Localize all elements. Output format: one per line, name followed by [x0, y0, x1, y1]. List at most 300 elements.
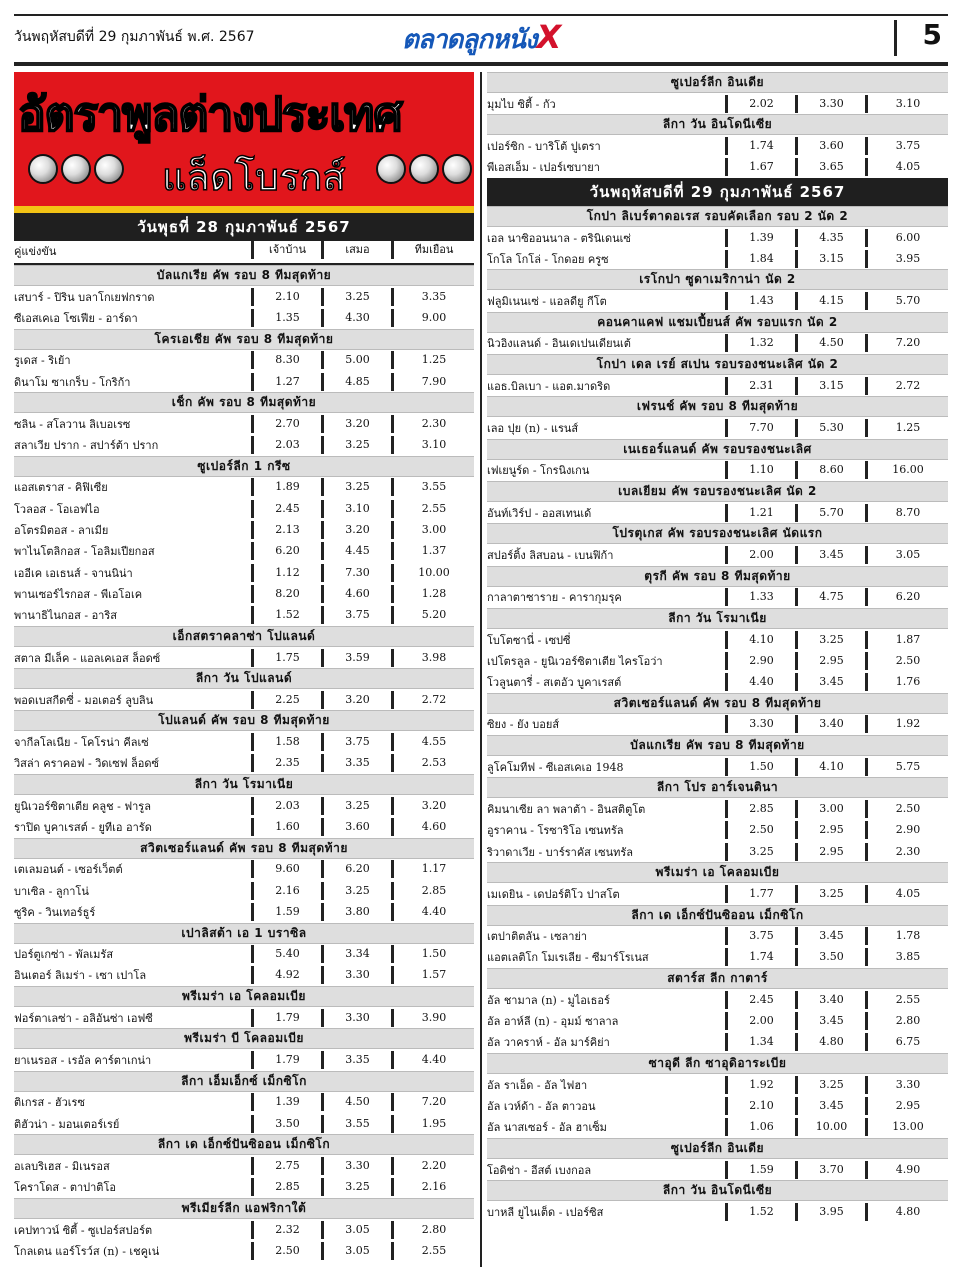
- home-odds: 9.60: [251, 860, 321, 878]
- match-name: อัล นาสเซอร์ - อัล ฮาเซ็ม: [487, 1121, 607, 1135]
- match-row: [14, 413, 474, 434]
- away-odds: 1.50: [391, 945, 474, 963]
- match-row: [14, 477, 474, 498]
- match-row: [487, 333, 948, 354]
- match-name: โกลเดน แอร์โรว์ส (n) - เชคูเน่: [14, 1244, 160, 1258]
- away-odds: 1.37: [391, 542, 474, 560]
- home-odds: 1.59: [251, 903, 321, 921]
- match-name: อัล ราเอ็ด - อัล ไฟฮา: [487, 1078, 588, 1092]
- match-name: ฟอร์ตาเลซ่า - อลิอันซ่า เอฟซี: [14, 1011, 153, 1025]
- away-odds: 2.50: [865, 652, 948, 670]
- away-odds: 7.90: [391, 373, 474, 391]
- draw-odds: 3.35: [321, 1051, 391, 1069]
- draw-odds: 2.95: [795, 843, 865, 861]
- draw-odds: 3.25: [795, 885, 865, 903]
- match-name: แอตเลติโก โมเรเลีย - ซีมาร์โรเนส: [487, 951, 649, 965]
- home-odds: 1.27: [251, 373, 321, 391]
- away-odds: 1.92: [865, 715, 948, 733]
- away-odds: 3.75: [865, 137, 948, 155]
- draw-odds: 3.30: [321, 1157, 391, 1175]
- draw-odds: 4.50: [321, 1093, 391, 1111]
- match-row: [14, 498, 474, 519]
- col-match: คู่แข่งขัน: [14, 245, 57, 258]
- home-odds: 1.74: [725, 137, 795, 155]
- match-name: อัล ชามาล (n) - มูไอเธอร์: [487, 993, 610, 1007]
- match-name: เตปาติตลัน - เซลาย่า: [487, 930, 588, 944]
- league-header: เช็ก คัพ รอบ 8 ทีมสุดท้าย: [14, 392, 474, 413]
- match-row: [487, 714, 948, 735]
- league-header: ซูเปอร์ลีก อินเดีย: [487, 1138, 948, 1159]
- match-name: เฟเยนูร์ด - โกรนิงเกน: [487, 464, 590, 478]
- match-name: ฟลูมิเนนเซ่ - แอลดียู กีโต: [487, 295, 607, 309]
- away-odds: 2.55: [391, 1242, 474, 1260]
- away-odds: 3.90: [391, 1009, 474, 1027]
- match-row: [487, 1074, 948, 1095]
- logo-x: X: [536, 18, 561, 56]
- football-icon: [376, 154, 406, 184]
- away-odds: 3.00: [391, 521, 474, 539]
- league-header: ลีกา วัน โปแลนด์: [14, 668, 474, 689]
- away-odds: 1.87: [865, 631, 948, 649]
- match-row: [14, 647, 474, 668]
- match-row: [487, 989, 948, 1010]
- match-name: ริวาดาเวีย - บาร์ราคัส เซนทรัล: [487, 845, 634, 859]
- away-odds: 2.90: [865, 821, 948, 839]
- home-odds: 2.25: [251, 691, 321, 709]
- match-name: ยาเนรอส - เรอัล คาร์ตาเกน่า: [14, 1054, 152, 1068]
- away-odds: 3.10: [391, 436, 474, 454]
- match-name: ยูนิเวอร์ซิตาเตีย คลูช - ฟารูล: [14, 799, 151, 813]
- draw-odds: 3.45: [795, 927, 865, 945]
- home-odds: 1.67: [725, 158, 795, 176]
- banner-title: อัตราพูลต่างประเทศ: [18, 87, 402, 141]
- away-odds: 2.20: [391, 1157, 474, 1175]
- draw-odds: 4.80: [795, 1033, 865, 1051]
- home-odds: 2.16: [251, 882, 321, 900]
- league-header: โปรตุเกส คัพ รอบรองชนะเลิศ นัดแรก: [487, 523, 948, 544]
- league-header: เนเธอร์แลนด์ คัพ รอบรองชนะเลิศ: [487, 439, 948, 460]
- league-header: คอนคาแคฟ แชมเปี้ยนส์ คัพ รอบแรก นัด 2: [487, 312, 948, 333]
- home-odds: 1.33: [725, 588, 795, 606]
- league-header: ซาอุดี ลีก ซาอุดิอาระเบีย: [487, 1053, 948, 1074]
- league-header: โกปา ลิเบร์ตาดอเรส รอบคัดเลือก รอบ 2 นัด 2: [487, 206, 948, 227]
- match-name: ปอร์ตูเกซ่า - พัลเมรัส: [14, 948, 114, 962]
- away-odds: 2.80: [391, 1221, 474, 1239]
- league-header: เปาลิสต้า เอ 1 บราซิล: [14, 923, 474, 944]
- match-row: [14, 795, 474, 816]
- match-row: [487, 135, 948, 156]
- football-icon: [409, 154, 439, 184]
- home-odds: 1.32: [725, 334, 795, 352]
- match-row: [14, 731, 474, 752]
- match-row: [14, 434, 474, 455]
- match-name: โบโตซานี่ - เซปซี่: [487, 633, 571, 647]
- match-row: [487, 1095, 948, 1116]
- match-row: [14, 1219, 474, 1240]
- league-header: ลีกา โปร อาร์เจนตินา: [487, 777, 948, 798]
- away-odds: 2.55: [865, 991, 948, 1009]
- page-number: 5: [922, 18, 942, 51]
- draw-odds: 3.80: [321, 903, 391, 921]
- league-header: ลีกา วัน โรมาเนีย: [487, 608, 948, 629]
- match-row: [14, 519, 474, 540]
- match-name: เออีเค เอเธนส์ - จานนิน่า: [14, 566, 133, 580]
- away-odds: 4.55: [391, 733, 474, 751]
- match-name: เมเดยิน - เดปอร์ติโว ปาสโต: [487, 887, 620, 901]
- draw-odds: 4.35: [795, 229, 865, 247]
- away-odds: 1.28: [391, 585, 474, 603]
- match-row: [14, 689, 474, 710]
- match-row: [487, 1201, 948, 1222]
- draw-odds: 3.40: [795, 715, 865, 733]
- match-row: [487, 248, 948, 269]
- match-row: [14, 583, 474, 604]
- right-odds-table-a: [487, 72, 948, 178]
- match-row: [14, 1113, 474, 1134]
- draw-odds: 3.60: [321, 818, 391, 836]
- match-name: ดินาโม ซาเกร็บ - โกริก้า: [14, 375, 131, 389]
- away-odds: 5.20: [391, 606, 474, 624]
- match-row: [487, 798, 948, 819]
- match-row: [14, 1177, 474, 1198]
- home-odds: 4.92: [251, 966, 321, 984]
- home-odds: 2.31: [725, 377, 795, 395]
- draw-odds: 8.60: [795, 461, 865, 479]
- match-row: [487, 883, 948, 904]
- away-odds: 3.35: [391, 288, 474, 306]
- home-odds: 2.03: [251, 797, 321, 815]
- away-odds: 1.78: [865, 927, 948, 945]
- league-header: พรีเมร่า บี โคลอมเบีย: [14, 1028, 474, 1049]
- home-odds: 2.32: [251, 1221, 321, 1239]
- league-header: พรีเมร่า เอ โคลอมเบีย: [14, 986, 474, 1007]
- home-odds: 1.06: [725, 1118, 795, 1136]
- home-odds: 3.30: [725, 715, 795, 733]
- home-odds: 2.13: [251, 521, 321, 539]
- away-odds: 1.25: [865, 419, 948, 437]
- league-header: ลีกา เด เอ็กซ์ปันซิออน เม็กซิโก: [487, 905, 948, 926]
- football-icon: [94, 154, 124, 184]
- draw-odds: 3.70: [795, 1161, 865, 1179]
- match-row: [14, 901, 474, 922]
- draw-odds: 2.95: [795, 652, 865, 670]
- home-odds: 8.30: [251, 351, 321, 369]
- match-name: ลูโคโมทีฟ - ซีเอสเคเอ 1948: [487, 760, 624, 774]
- away-odds: 6.75: [865, 1033, 948, 1051]
- match-name: แอสเตราส - คิฟิเซีย: [14, 481, 108, 495]
- match-row: [14, 562, 474, 583]
- home-odds: 2.85: [725, 800, 795, 818]
- away-odds: 16.00: [865, 461, 948, 479]
- home-odds: 1.59: [725, 1161, 795, 1179]
- issue-date: วันพฤหัสบดีที่ 29 กุมภาพันธ์ พ.ศ. 2567: [14, 29, 255, 45]
- home-odds: 2.35: [251, 754, 321, 772]
- draw-odds: 4.30: [321, 309, 391, 327]
- match-name: เตเลมอนต์ - เซอร์เว็ตต์: [14, 863, 123, 877]
- draw-odds: 3.05: [321, 1242, 391, 1260]
- match-row: [487, 375, 948, 396]
- match-name: พอดเบสกีดซี่ - มอเตอร์ ลูบลิน: [14, 693, 154, 707]
- match-row: [487, 544, 948, 565]
- football-icons-right: [376, 154, 472, 184]
- draw-odds: 4.15: [795, 292, 865, 310]
- home-odds: 1.12: [251, 564, 321, 582]
- home-odds: 5.40: [251, 945, 321, 963]
- home-odds: 1.74: [725, 948, 795, 966]
- match-name: โวลอส - โอเอฟไอ: [14, 502, 100, 516]
- match-row: [14, 965, 474, 986]
- league-header: ซูเปอร์ลีก 1 กรีซ: [14, 456, 474, 477]
- match-name: จากีลโลเนีย - โคโรน่า คีลเซ่: [14, 736, 149, 750]
- match-name: อินเตอร์ ลิเมร่า - เซา เปาโล: [14, 969, 147, 983]
- match-name: โกโล โกโล่ - โกดอย ครูซ: [487, 252, 609, 266]
- league-header: โกปา เดล เรย์ สเปน รอบรองชนะเลิศ นัด 2: [487, 354, 948, 375]
- match-name: อัล เวห์ด้า - อัล ตาวอน: [487, 1099, 596, 1113]
- match-name: พานเซอร์ไรกอส - พีเอโอเค: [14, 587, 143, 601]
- away-odds: 2.30: [391, 415, 474, 433]
- match-row: [487, 587, 948, 608]
- home-odds: 1.79: [251, 1009, 321, 1027]
- match-name: นิวอิงแลนด์ - อินเดเปนเดียนเต้: [487, 337, 631, 351]
- home-odds: 2.85: [251, 1178, 321, 1196]
- away-odds: 1.17: [391, 860, 474, 878]
- away-odds: 2.72: [391, 691, 474, 709]
- draw-odds: 3.45: [795, 673, 865, 691]
- away-odds: 1.95: [391, 1115, 474, 1133]
- home-odds: 1.75: [251, 649, 321, 667]
- league-header: ลีกา เอ็มเอ็กซ์ เม็กซิโก: [14, 1071, 474, 1092]
- home-odds: 1.39: [251, 1093, 321, 1111]
- col-home: เจ้าบ้าน: [251, 241, 321, 259]
- away-odds: 2.55: [391, 500, 474, 518]
- draw-odds: 4.10: [795, 758, 865, 776]
- home-odds: 1.50: [725, 758, 795, 776]
- match-row: [487, 417, 948, 438]
- draw-odds: 3.50: [795, 948, 865, 966]
- match-row: [487, 157, 948, 178]
- match-row: [487, 1032, 948, 1053]
- league-header: โครเอเชีย คัพ รอบ 8 ทีมสุดท้าย: [14, 329, 474, 350]
- match-row: [487, 1010, 948, 1031]
- page-header: [14, 14, 948, 66]
- home-odds: 1.34: [725, 1033, 795, 1051]
- away-odds: 2.53: [391, 754, 474, 772]
- away-odds: 4.60: [391, 818, 474, 836]
- home-odds: 1.35: [251, 309, 321, 327]
- away-odds: 5.75: [865, 758, 948, 776]
- match-row: [14, 286, 474, 307]
- away-odds: 4.80: [865, 1203, 948, 1221]
- col-draw: เสมอ: [321, 241, 391, 259]
- home-odds: 2.02: [725, 95, 795, 113]
- football-icon: [28, 154, 58, 184]
- home-odds: 1.77: [725, 885, 795, 903]
- draw-odds: 3.30: [321, 1009, 391, 1027]
- match-row: [487, 841, 948, 862]
- match-row: [487, 756, 948, 777]
- draw-odds: 3.20: [321, 415, 391, 433]
- match-row: [14, 371, 474, 392]
- draw-odds: 3.25: [321, 1178, 391, 1196]
- match-name: โอดิช่า - อีสต์ เบงกอล: [487, 1163, 592, 1177]
- away-odds: 6.00: [865, 229, 948, 247]
- league-header: บัลแกเรีย คัพ รอบ 8 ทีมสุดท้าย: [14, 265, 474, 286]
- draw-odds: 3.45: [795, 1012, 865, 1030]
- league-header: บัลแกเรีย คัพ รอบ 8 ทีมสุดท้าย: [487, 735, 948, 756]
- away-odds: 7.20: [865, 334, 948, 352]
- match-name: เปอร์ซิก - บาริโต้ ปูเตรา: [487, 139, 601, 153]
- match-name: ซิยง - ยัง บอยส์: [487, 718, 560, 732]
- draw-odds: 5.70: [795, 504, 865, 522]
- away-odds: 3.98: [391, 649, 474, 667]
- draw-odds: 3.15: [795, 250, 865, 268]
- league-header: โปแลนด์ คัพ รอบ 8 ทีมสุดท้าย: [14, 710, 474, 731]
- home-odds: 1.89: [251, 478, 321, 496]
- home-odds: 2.03: [251, 436, 321, 454]
- right-column: [487, 72, 948, 1223]
- home-odds: 1.43: [725, 292, 795, 310]
- league-header: ลีกา วัน โรมาเนีย: [14, 774, 474, 795]
- away-odds: 2.80: [865, 1012, 948, 1030]
- draw-odds: 3.95: [795, 1203, 865, 1221]
- home-odds: 2.45: [725, 991, 795, 1009]
- match-name: สลาเวีย ปราก - สปาร์ต้า ปราก: [14, 439, 159, 453]
- match-row: [14, 944, 474, 965]
- match-row: [14, 605, 474, 626]
- match-name: ซลิน - สโลวาน ลิเบอเรซ: [14, 417, 131, 431]
- draw-odds: 3.00: [795, 800, 865, 818]
- away-odds: 2.50: [865, 800, 948, 818]
- draw-odds: 3.40: [795, 991, 865, 1009]
- away-odds: 3.05: [865, 546, 948, 564]
- match-name: สปอร์ติ้ง ลิสบอน - เบนฟิก้า: [487, 548, 614, 562]
- away-odds: 2.30: [865, 843, 948, 861]
- draw-odds: 5.30: [795, 419, 865, 437]
- away-odds: 2.95: [865, 1097, 948, 1115]
- draw-odds: 4.45: [321, 542, 391, 560]
- league-header: ซูเปอร์ลีก อินเดีย: [487, 72, 948, 93]
- match-name: เสบาร์ - ปิริน บลาโกเยฟกราด: [14, 290, 155, 304]
- draw-odds: 3.45: [795, 546, 865, 564]
- match-row: [14, 1049, 474, 1070]
- match-name: พานาธิไนกอส - อาริส: [14, 609, 117, 623]
- away-odds: 3.30: [865, 1076, 948, 1094]
- match-name: ซูริค - วินเทอร์ธูร์: [14, 905, 96, 919]
- away-odds: 3.20: [391, 797, 474, 815]
- home-odds: 2.50: [251, 1242, 321, 1260]
- football-icon: [442, 154, 472, 184]
- match-row: [487, 1159, 948, 1180]
- draw-odds: 3.25: [321, 797, 391, 815]
- home-odds: 2.50: [725, 821, 795, 839]
- home-odds: 1.10: [725, 461, 795, 479]
- home-odds: 1.52: [251, 606, 321, 624]
- away-odds: 5.70: [865, 292, 948, 310]
- draw-odds: 6.20: [321, 860, 391, 878]
- match-row: [14, 1155, 474, 1176]
- match-row: [14, 1007, 474, 1028]
- home-odds: 1.39: [725, 229, 795, 247]
- home-odds: 2.75: [251, 1157, 321, 1175]
- match-name: เคปทาวน์ ซิตี้ - ซูเปอร์สปอร์ต: [14, 1223, 153, 1237]
- match-row: [487, 93, 948, 114]
- home-odds: 1.60: [251, 818, 321, 836]
- match-name: พีเอสเอ็ม - เปอร์เซบายา: [487, 161, 600, 175]
- match-name: ราปิด บูคาเรสต์ - ยูทีเอ อารัด: [14, 820, 152, 834]
- match-row: [487, 1117, 948, 1138]
- match-name: บาเซิล - ลูกาโน่: [14, 884, 89, 898]
- draw-odds: 3.25: [321, 882, 391, 900]
- home-odds: 7.70: [725, 419, 795, 437]
- match-name: สตาล มีเล็ค - แอลเคเอส ล็อดซ์: [14, 651, 161, 665]
- match-name: แอธ.บิลเบา - แอต.มาดริด: [487, 379, 611, 393]
- away-odds: 4.90: [865, 1161, 948, 1179]
- home-odds: 2.90: [725, 652, 795, 670]
- match-row: [14, 816, 474, 837]
- draw-odds: 3.34: [321, 945, 391, 963]
- league-header: สวิตเซอร์แลนด์ คัพ รอบ 8 ทีมสุดท้าย: [14, 838, 474, 859]
- match-name: ติเกรส - ฮัวเรซ: [14, 1096, 85, 1110]
- draw-odds: 3.15: [795, 377, 865, 395]
- draw-odds: 3.20: [321, 521, 391, 539]
- home-odds: 2.70: [251, 415, 321, 433]
- match-name: เลอ ปุย (n) - แรนส์: [487, 422, 579, 436]
- league-header: พรีเมร่า เอ โคลอมเบีย: [487, 862, 948, 883]
- league-header: เรโกปา ซูดาเมริกาน่า นัด 2: [487, 269, 948, 290]
- league-header: เฟรนช์ คัพ รอบ 8 ทีมสุดท้าย: [487, 396, 948, 417]
- match-name: อัล อาห์ลี (n) - อุมม์ ซาลาล: [487, 1015, 619, 1029]
- draw-odds: 4.60: [321, 585, 391, 603]
- match-row: [487, 290, 948, 311]
- match-row: [14, 350, 474, 371]
- away-odds: 3.85: [865, 948, 948, 966]
- away-odds: 8.70: [865, 504, 948, 522]
- draw-odds: 3.30: [795, 95, 865, 113]
- away-odds: 13.00: [865, 1118, 948, 1136]
- away-odds: 7.20: [391, 1093, 474, 1111]
- draw-odds: 3.59: [321, 649, 391, 667]
- match-name: อโตรมิตอส - ลาเมีย: [14, 524, 109, 538]
- match-name: มุมไบ ซิตี้ - กัว: [487, 97, 556, 111]
- match-row: [487, 227, 948, 248]
- match-name: ซีเอสเคเอ โซเฟีย - อาร์ดา: [14, 311, 138, 325]
- match-row: [14, 541, 474, 562]
- match-row: [14, 307, 474, 328]
- away-odds: 3.55: [391, 478, 474, 496]
- home-odds: 3.25: [725, 843, 795, 861]
- league-header: พรีเมียร์ลีก แอฟริกาใต้: [14, 1198, 474, 1219]
- away-odds: 10.00: [391, 564, 474, 582]
- match-name: คิมนาเซีย ลา พลาต้า - อินสติตูโต: [487, 802, 646, 816]
- league-header: เอ็กสตราคลาซ่า โปแลนด์: [14, 626, 474, 647]
- match-row: [487, 460, 948, 481]
- away-odds: 4.05: [865, 885, 948, 903]
- home-odds: 3.50: [251, 1115, 321, 1133]
- home-odds: 1.84: [725, 250, 795, 268]
- home-odds: 2.00: [725, 546, 795, 564]
- away-odds: 4.05: [865, 158, 948, 176]
- draw-odds: 3.65: [795, 158, 865, 176]
- away-odds: 4.40: [391, 1051, 474, 1069]
- home-odds: 3.75: [725, 927, 795, 945]
- league-header: ลีกา เด เอ็กซ์ปันซิออน เม็กซิโก: [14, 1134, 474, 1155]
- match-name: โวลูนตารี่ - สเตอัว บูคาเรสต์: [487, 676, 622, 690]
- home-odds: 8.20: [251, 585, 321, 603]
- away-odds: 3.10: [865, 95, 948, 113]
- right-odds-table-b: [487, 206, 948, 1223]
- left-odds-table: [14, 265, 474, 1262]
- draw-odds: 3.55: [321, 1115, 391, 1133]
